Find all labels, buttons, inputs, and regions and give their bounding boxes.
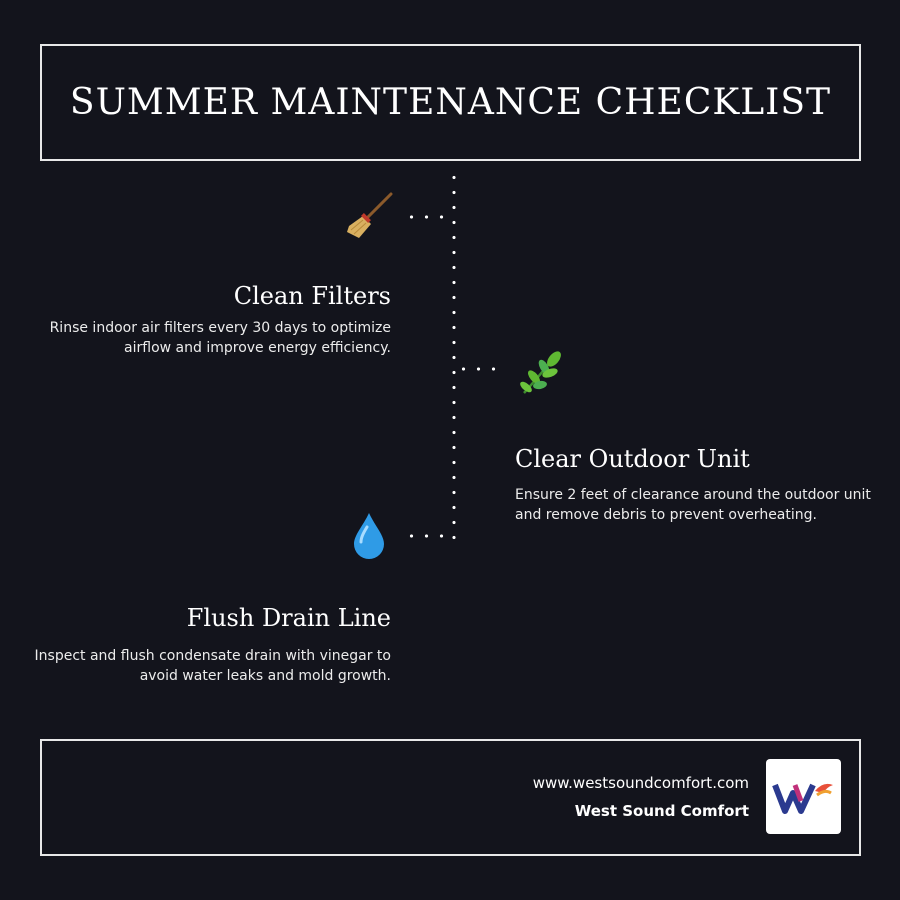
connector-dots-1 <box>404 215 452 219</box>
item-heading-clear-outdoor-unit: Clear Outdoor Unit <box>515 445 750 473</box>
item-description-clean-filters: Rinse indoor air filters every 30 days to optimize airflow and improve energy efficiency. <box>49 320 391 356</box>
timeline-dotted-line <box>452 170 456 540</box>
item-heading-flush-drain-line: Flush Drain Line <box>186 604 391 632</box>
item-description-flush-drain-line: Inspect and flush condensate drain with vinegar to avoid water leaks and mold growth. <box>34 648 391 684</box>
footer-website-link[interactable]: www.westsoundcomfort.com <box>532 774 749 792</box>
footer-box <box>40 739 861 856</box>
herb-leaf-icon <box>514 347 566 399</box>
broom-icon <box>343 190 395 242</box>
water-drop-icon <box>343 510 395 562</box>
footer-company-name: West Sound Comfort <box>574 802 749 820</box>
item-description-clear-outdoor-unit: Ensure 2 feet of clearance around the outdoor unit and remove debris to prevent overheating. <box>515 487 871 523</box>
connector-dots-3 <box>404 534 452 538</box>
west-sound-comfort-logo <box>766 759 841 834</box>
item-heading-clean-filters: Clean Filters <box>233 282 391 310</box>
page-title: SUMMER MAINTENANCE CHECKLIST <box>69 82 832 123</box>
connector-dots-2 <box>456 367 504 371</box>
title-box <box>40 44 861 161</box>
